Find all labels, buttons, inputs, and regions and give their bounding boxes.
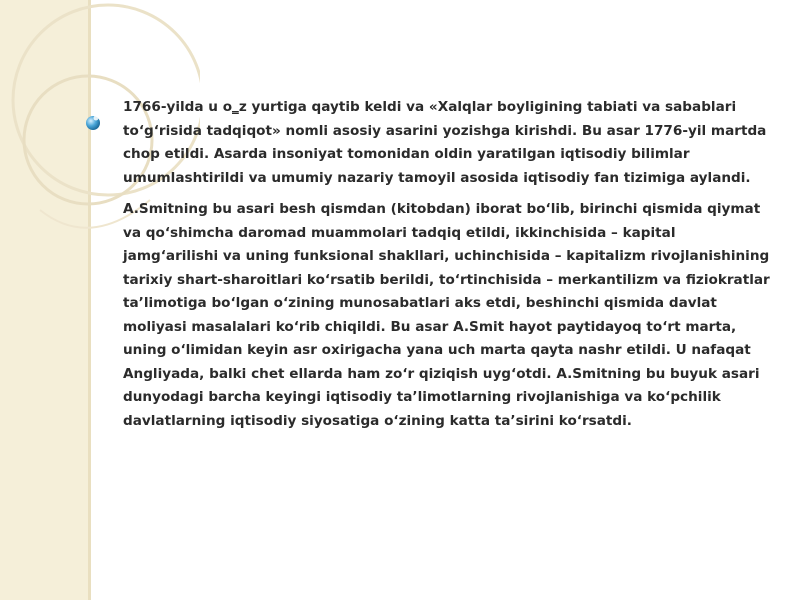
document-body xyxy=(123,96,773,441)
paragraph-2: A.Smitning bu asari besh qismdan (kitobdan) iborat bo‘lib, birinchi qismida qiymat va qo‘shimcha daromad muammolari tadqiq etildi, ikkinchisida – kapital jamg‘arilishi va uning funksional shakllari, uchinchisida – kapitalizm rivojlanishining tarixiy shart-sharoitlari ko‘rsatib berildi, to‘rtinchisida – merkantilizm va fiziokratlar ta’limotiga bo‘lgan o‘zining munosabatlari aks etdi, beshinchi qismida davlat moliyasi masalalari ko‘rib chiqildi. Bu asar A.Smit hayot paytidayoq to‘rt marta, uning o‘limidan keyin asr oxirigacha yana uch marta qayta nashr etildi. U nafaqat Angliyada, balki chet ellarda ham zo‘r qiziqish uyg‘otdi. A.Smitning bu buyuk asari dunyodagi barcha keyingi iqtisodiy ta’limotlarning rivojlanishiga va ko‘pchilik davlatlarning iqtisodiy siyosatiga o‘zining katta ta’sirini ko‘rsatdi. xyxy=(123,201,770,429)
ornament-orb-highlight xyxy=(94,116,99,121)
paragraph-1: 1766-yilda u o‗z yurtiga qaytib keldi va «Xalqlar boyligining tabiati va sabablari to‘g‘risida tadqiqot» nomli asosiy asarini yozishga kirishdi. Bu asar 1776-yil martda chop etildi. Asarda insoniyat tomonidan oldin yaratilgan iqtisodiy bilimlar umumlashtirildi va umumiy nazariy tamoyil asosida iqtisodiy fan tizimiga aylandi. xyxy=(123,99,767,186)
